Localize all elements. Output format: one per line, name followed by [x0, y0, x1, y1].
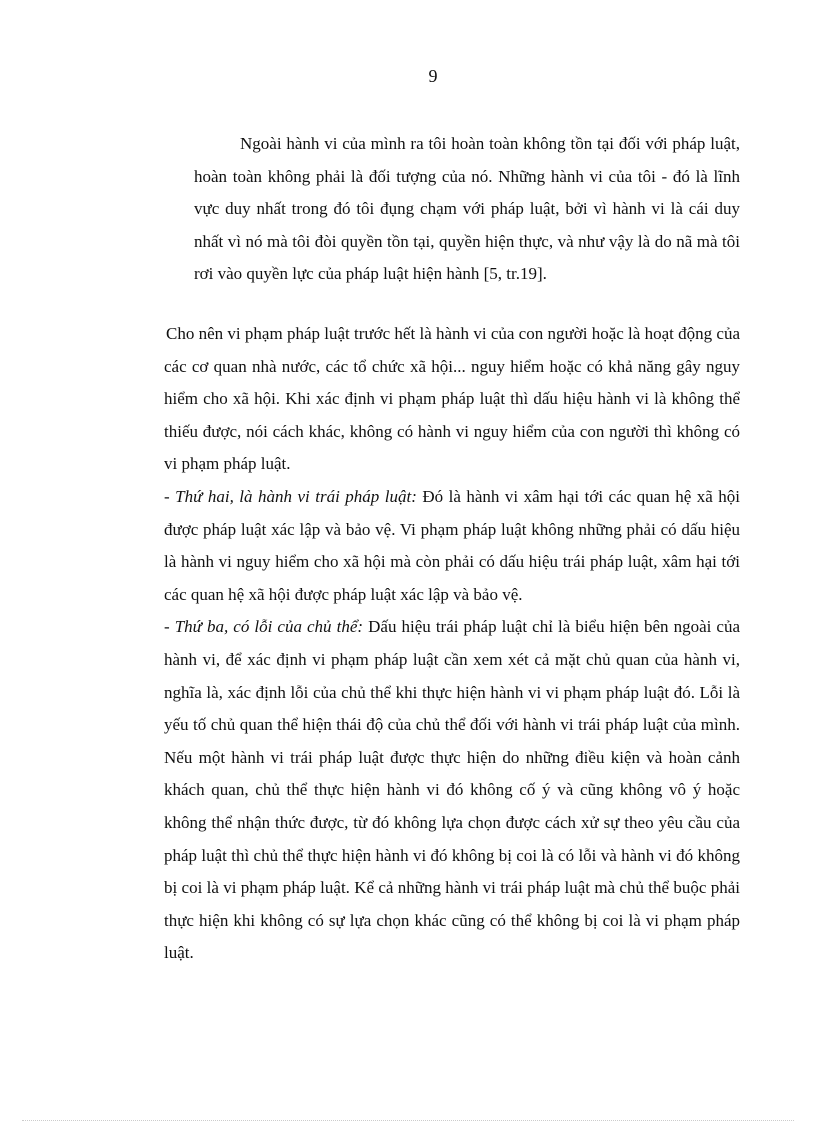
paragraph-3	[164, 611, 740, 970]
body-text	[164, 318, 740, 970]
paragraph-1: Cho nên vi phạm pháp luật trước hết là hành vi của con người hoặc là hoạt động của các cơ quan nhà nước, các tổ chức xã hội... nguy hiểm hoặc có khả năng gây nguy hiểm cho xã hội. Khi xác định vi phạm pháp luật thì dấu hiệu hành vi là không thể thiếu được, nói cách khác, không có hành vi nguy hiểm của con người thì không có vi phạm pháp luật.	[164, 324, 740, 474]
quote-paragraph: Ngoài hành vi của mình ra tôi hoàn toàn không tồn tại đối với pháp luật, hoàn toàn không phải là đối tượng của nó. Những hành vi của tôi - đó là lĩnh vực duy nhất trong đó tôi đụng chạm với pháp luật, bởi vì hành vi là cái duy nhất vì nó mà tôi đòi quyền tồn tại, quyền hiện thực, và như vậy là do nã mà tôi rơi vào quyền lực của pháp luật hiện hành [5, tr.19].	[194, 134, 740, 284]
paragraph-2-lead: - Thứ hai, là hành vi trái pháp luật:	[164, 486, 417, 506]
paragraph-3-lead: - Thứ ba, có lỗi của chủ thể:	[164, 617, 364, 637]
paragraph-2	[164, 481, 740, 611]
block-quote	[194, 128, 740, 291]
paragraph-2-text: Đó là hành vi xâm hại tới các quan hệ xã hội được pháp luật xác lập và bảo vệ. Vi phạm pháp luật không những phải có dấu hiệu là hành vi nguy hiểm cho xã hội mà còn phải có dấu hiệu trái pháp luật, xâm hại tới các quan hệ xã hội được pháp luật xác lập và bảo vệ.	[164, 486, 740, 604]
paragraph-3-text: Dấu hiệu trái pháp luật chỉ là biểu hiện bên ngoài của hành vi, để xác định vi phạm pháp luật cần xem xét cả mặt chủ quan của hành vi, nghĩa là, xác định lỗi của chủ thể khi thực hiện hành vi vi phạm pháp luật đó. Lỗi là yếu tố chủ quan thể hiện thái độ của chủ thể đối với hành vi trái pháp luật của mình. Nếu một hành vi trái pháp luật được thực hiện do những điều kiện và hoàn cảnh khách quan, chủ thể thực hiện hành vi đó không cố ý và cũng không vô ý hoặc không thể nhận thức được, từ đó không lựa chọn được cách xử sự theo yêu cầu của pháp luật thì chủ thể thực hiện hành vi đó không bị coi là có lỗi và hành vi đó không bị coi là vi phạm pháp luật. Kể cả những hành vi trái pháp luật mà chủ thể buộc phải thực hiện khi không có sự lựa chọn khác cũng có thể không bị coi là vi phạm pháp luật.	[164, 617, 741, 963]
footer-rule	[22, 1120, 794, 1121]
page-number: 9	[428, 66, 438, 86]
